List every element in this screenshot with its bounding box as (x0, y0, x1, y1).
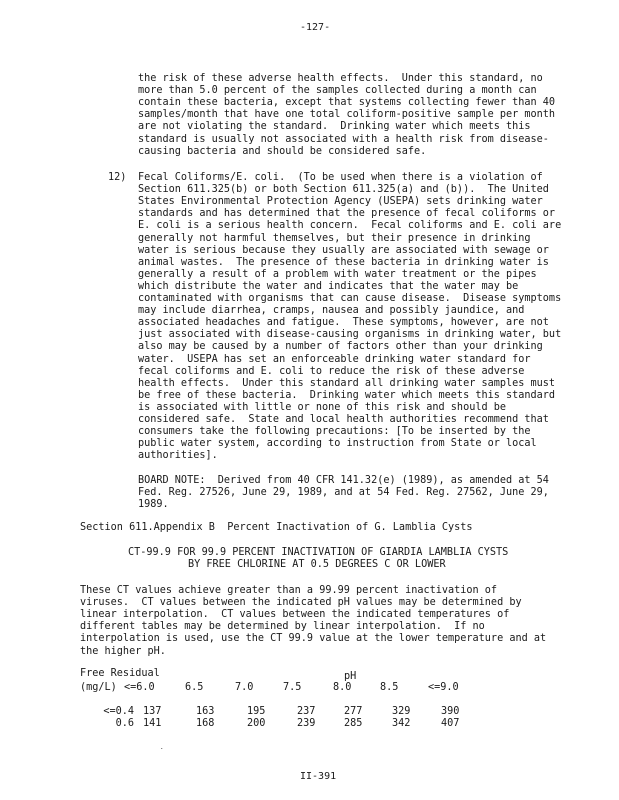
continuation-line: are not violating the standard. Drinking water which meets this (138, 121, 531, 133)
item-12-line: also may be caused by a number of factors other than your drinking (138, 341, 543, 353)
ph-column-header: 7.5 (283, 682, 302, 693)
intro-line: different tables may be determined by linear interpolation. If no (80, 621, 485, 633)
ct-value-cell: 168 (196, 718, 215, 729)
continuation-line: more than 5.0 percent of the samples collected during a month can (138, 85, 537, 97)
ct-value-cell: 407 (441, 718, 460, 729)
continuation-line: standard is usually not associated with a health risk from disease- (138, 133, 549, 145)
page-number-bottom: II-391 (300, 771, 337, 782)
item-12-line: associated headaches and fatigue. These symptoms, however, are not (138, 317, 549, 329)
item-12-line: Section 611.325(b) or both Section 611.325(a) and (b)). The United (138, 184, 549, 196)
ct-value-cell: 163 (196, 706, 215, 717)
board-note-line: Fed. Reg. 27526, June 29, 1989, and at 54 Fed. Reg. 27562, June 29, (138, 487, 549, 499)
item-12-line: water. USEPA has set an enforceable drinking water standard for (138, 353, 531, 365)
continuation-line: samples/month that have one total coliform-positive sample per month (138, 109, 556, 121)
item-number: 12) (108, 172, 127, 183)
item-12-line: be free of these bacteria. Drinking water which meets this standard (138, 389, 556, 401)
item-12-line: water is serious because they usually are associated with sewage or (138, 244, 549, 256)
item-12-line: generally not harmful themselves, but their presence in drinking (138, 232, 531, 244)
ct-value-cell: 195 (247, 706, 266, 717)
item-12-line: considered safe. State and local health authorities recommend that (138, 414, 549, 425)
appendix-heading: Section 611.Appendix B Percent Inactivation of G. Lamblia Cysts (80, 522, 473, 533)
item-12-line: is associated with little or none of this risk and should be (138, 401, 507, 413)
page-number-top: -127- (300, 22, 331, 33)
ph-column-header: 8.5 (380, 682, 399, 693)
intro-line: viruses. CT values between the indicated pH values may be determined by (80, 597, 522, 609)
item-12-line: E. coli is a serious health concern. Fecal coliforms and E. coli are (138, 220, 562, 232)
item-12-line: just associated with disease-causing organisms in drinking water, but (138, 329, 562, 341)
ct-value-cell: 277 (344, 706, 363, 717)
ct-value-cell: 239 (297, 718, 316, 729)
table-header-ph: pH (344, 671, 357, 682)
continuation-line: causing bacteria and should be considered safe. (138, 145, 427, 157)
intro-line: These CT values achieve greater than a 99.99 percent inactivation of (80, 585, 498, 596)
item-12-line: Fecal Coliforms/E. coli. (To be used when there is a violation of (138, 172, 543, 183)
ph-column-header: <=9.0 (428, 682, 459, 693)
table-header-mgl: (mg/L) (80, 682, 117, 693)
ct-value-cell: 237 (297, 706, 316, 717)
table-title-line-1: CT-99.9 FOR 99.9 PERCENT INACTIVATION OF GIARDIA LAMBLIA CYSTS (128, 547, 509, 558)
board-note-line: BOARD NOTE: Derived from 40 CFR 141.32(e) (1989), as amended at 54 (138, 475, 549, 486)
item-12-line: fecal coliforms and E. coli to reduce the risk of these adverse (138, 365, 525, 377)
item-12-line: may include diarrhea, cramps, nausea and possibly jaundice, and (138, 305, 525, 317)
ph-column-header: 8.0 (333, 682, 352, 693)
item-12-line: States Environmental Protection Agency (USEPA) sets drinking water (138, 196, 543, 208)
intro-line: the higher pH. (80, 645, 166, 657)
ct-value-cell: 285 (344, 718, 363, 729)
stray-mark: . (160, 744, 164, 751)
ct-value-cell: 137 (143, 706, 162, 717)
table-title-line-2: BY FREE CHLORINE AT 0.5 DEGREES C OR LOWER (188, 559, 446, 570)
ct-value-cell: 200 (247, 718, 266, 729)
item-12-line: authorities]. (138, 450, 218, 462)
ct-value-cell: 141 (143, 718, 162, 729)
item-12-line: standards and has determined that the presence of fecal coliforms or (138, 208, 556, 220)
item-12-line: animal wastes. The presence of these bacteria in drinking water is (138, 256, 549, 268)
item-12-line: consumers take the following precautions: [To be inserted by the (138, 426, 531, 438)
item-12-line: generally a result of a problem with water treatment or the pipes (138, 268, 537, 280)
board-note-line: 1989. (138, 499, 169, 511)
continuation-line: the risk of these adverse health effects. Under this standard, no (138, 73, 543, 84)
residual-cell: <=0.4 (103, 706, 134, 717)
intro-line: interpolation is used, use the CT 99.9 value at the lower temperature and at (80, 633, 547, 645)
ph-column-header: 6.5 (185, 682, 204, 693)
intro-line: linear interpolation. CT values between the indicated temperatures of (80, 609, 510, 621)
ph-column-header: 7.0 (235, 682, 254, 693)
continuation-line: contain these bacteria, except that systems collecting fewer than 40 (138, 97, 556, 109)
item-12-line: which distribute the water and indicates that the water may be (138, 280, 519, 292)
ct-value-cell: 390 (441, 706, 460, 717)
item-12-line: contaminated with organisms that can cause disease. Disease symptoms (138, 293, 562, 304)
residual-cell: 0.6 (115, 718, 134, 729)
item-12-line: health effects. Under this standard all drinking water samples must (138, 377, 556, 389)
table-header-free-residual: Free Residual (80, 668, 160, 679)
ct-value-cell: 329 (392, 706, 411, 717)
ph-column-header: <=6.0 (124, 682, 155, 693)
item-12-line: public water system, according to instruction from State or local (138, 438, 537, 450)
ct-value-cell: 342 (392, 718, 411, 729)
